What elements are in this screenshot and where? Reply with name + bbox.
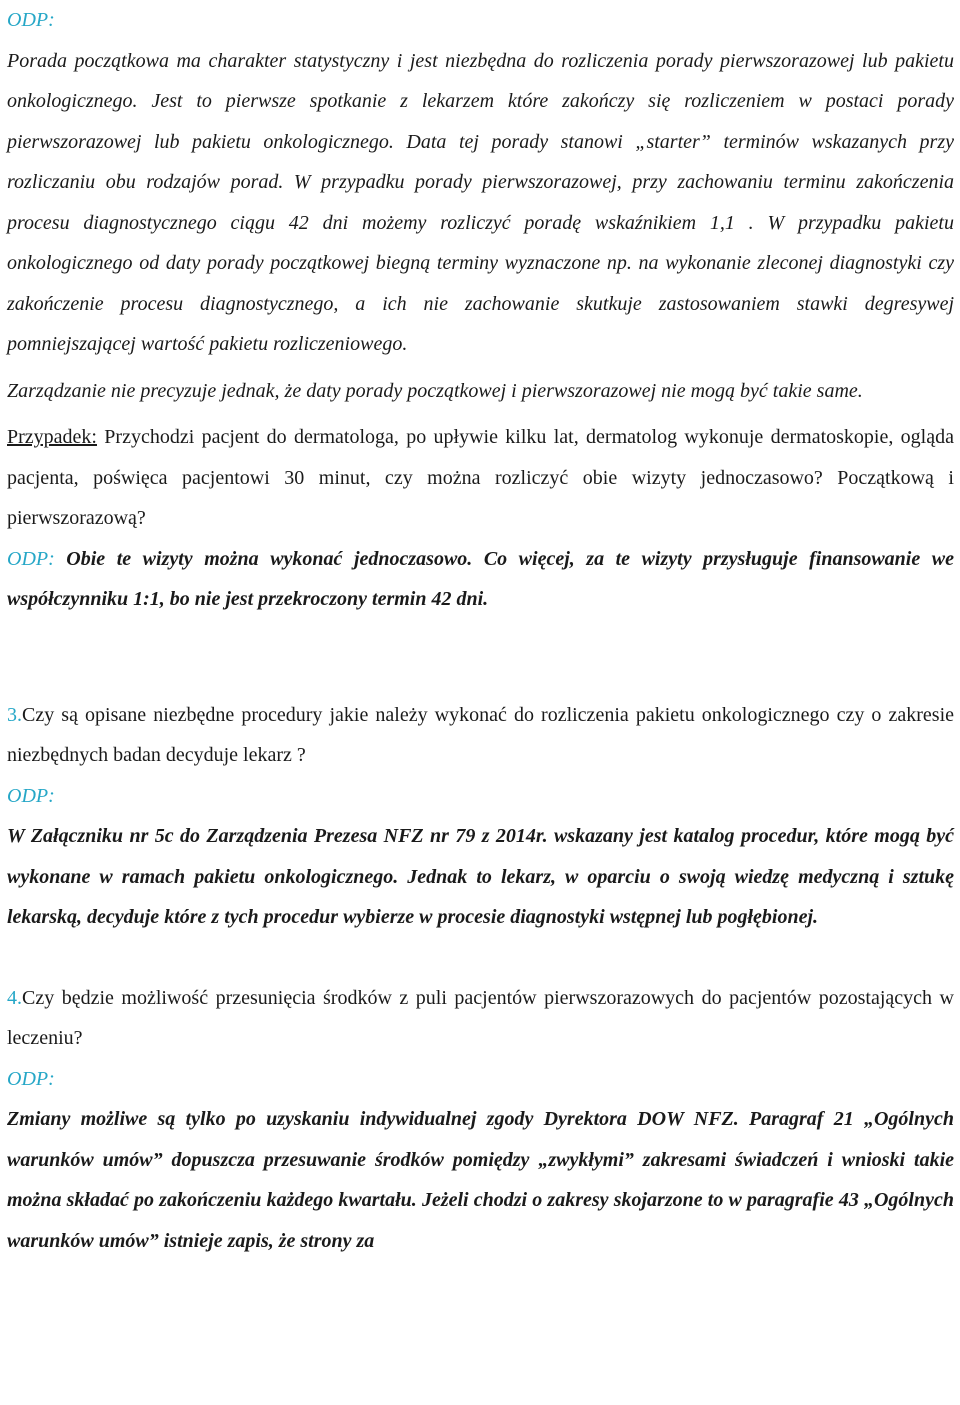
answer-paragraph: Porada początkowa ma charakter statystyczny i jest niezbędna do rozliczenia porady pierwszorazowej lub pakietu onkologicznego. Jest to pierwsze spotkanie z lekarzem które zakończy się rozliczeniem w postaci porady pierwszorazowej lub pakietu onkologicznego. Data tej porady stanowi „starter” terminów wskazanych przy rozliczaniu obu rodzajów porad. W przypadku porady pierwszorazowej, przy zachowaniu terminu zakończenia procesu diagnostycznego ciągu 42 dni możemy rozliczyć poradę wskaźnikiem 1,1 . W przypadku pakietu onkologicznego od daty porady początkowej biegną terminy wyznaczone np. na wykonanie zleconej diagnostyki czy zakończenie procesu diagnostycznego, a ich nie zachowanie skutkuje zastosowaniem stawki degresywej pomniejszającej wartość pakietu rozliczeniowego. <box>7 49 954 355</box>
case-paragraph <box>7 417 954 539</box>
case-answer-text: Obie te wizyty można wykonać jednoczasowo. Co więcej, za te wizyty przysługuje finansowanie we współczynniku 1:1, bo nie jest przekroczony termin 42 dni. <box>7 547 954 610</box>
odp-label: ODP: <box>7 547 55 570</box>
case-answer <box>7 539 954 620</box>
question-text: Czy są opisane niezbędne procedury jakie należy wykonać do rozliczenia pakietu onkologicznego czy o zakresie niezbędnych badan decyduje lekarz ? <box>7 703 954 766</box>
case-text: Przychodzi pacjent do dermatologa, po upływie kilku lat, dermatolog wykonuje dermatoskopie, ogląda pacjenta, poświęca pacjentowi 30 minut, czy można rozliczyć obie wizyty jednoczasowo? Początkową i pierwszorazową? <box>7 426 954 529</box>
question-text: Czy będzie możliwość przesunięcia środków z puli pacjentów pierwszorazowych do pacjentów pozostających w leczeniu? <box>7 986 954 1049</box>
answer-3: W Załączniku nr 5c do Zarządzenia Prezesa NFZ nr 79 z 2014r. wskazany jest katalog procedur, które mogą być wykonane w ramach pakietu onkologicznego. Jednak to lekarz, w oparciu o swoją wiedzę medyczną i sztukę lekarską, decyduje które z tych procedur wybierze w procesie diagnostyki wstępnej lub pogłębionej. <box>7 825 954 928</box>
question-number: 3. <box>7 703 22 726</box>
answer-4: Zmiany możliwe są tylko po uzyskaniu indywidualnej zgody Dyrektora DOW NFZ. Paragraf 21 „Ogólnych warunków umów” dopuszcza przesuwanie środków pomiędzy „zwykłymi” zakresami świadczeń i wnioski takie można składać po zakończeniu każdego kwartału. Jeżeli chodzi o zakresy skojarzone to w paragrafie 43 „Ogólnych warunków umów” istnieje zapis, że strony za <box>7 1108 954 1252</box>
case-label: Przypadek: <box>7 426 97 448</box>
question-number: 4. <box>7 986 22 1009</box>
note-paragraph: Zarządzanie nie precyzuje jednak, że daty porady początkowej i pierwszorazowej nie mogą być takie same. <box>7 379 863 402</box>
question-3 <box>7 695 954 776</box>
document-page <box>7 0 954 1261</box>
question-4 <box>7 978 954 1059</box>
odp-label: ODP: <box>7 784 55 807</box>
odp-label: ODP: <box>7 1067 55 1090</box>
odp-label: ODP: <box>7 9 55 31</box>
